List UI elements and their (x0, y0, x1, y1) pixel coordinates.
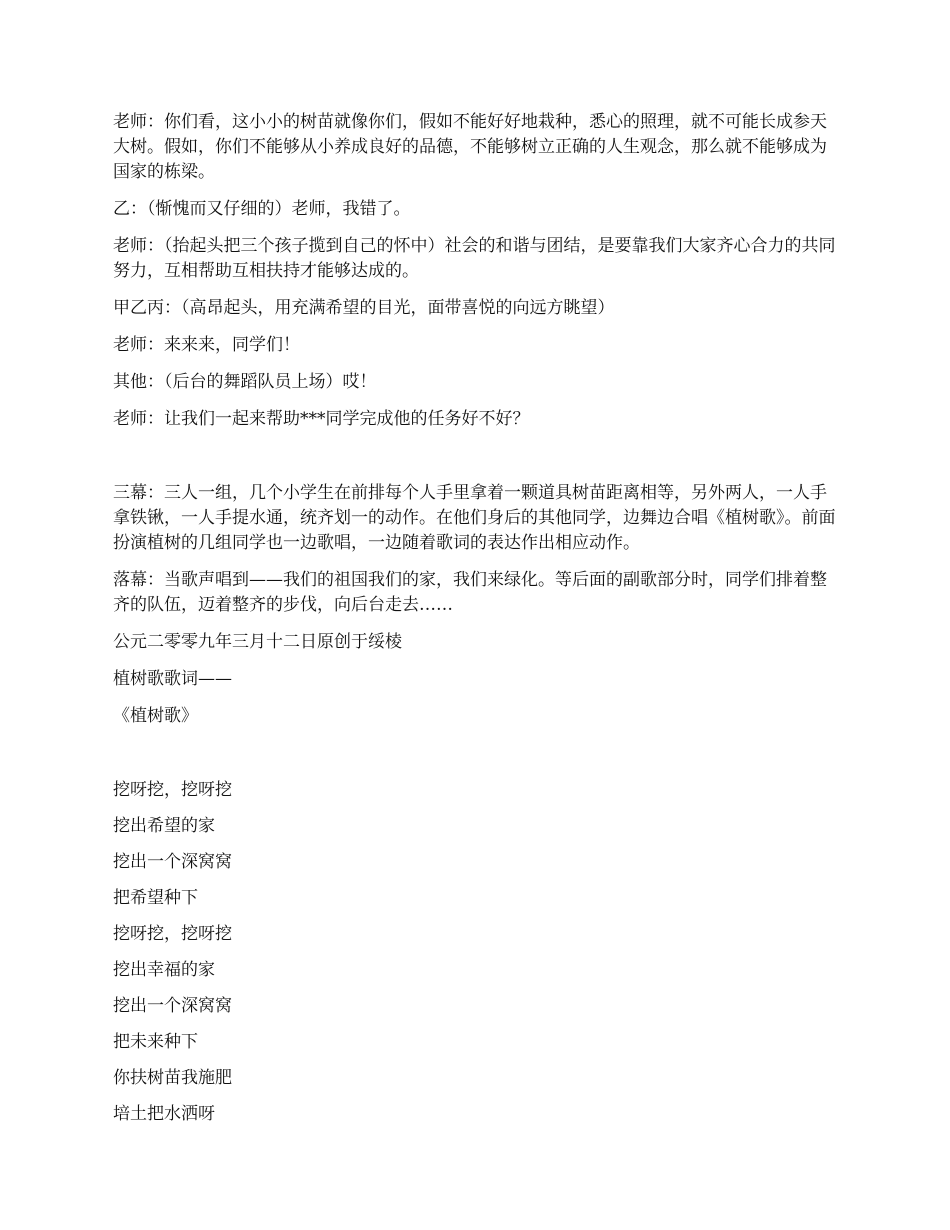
lyric-line: 挖出希望的家 (113, 816, 215, 836)
paragraph-lyrics-heading: 植树歌歌词—— (113, 669, 232, 689)
paragraph-teacher-call: 老师：来来来，同学们！ (113, 335, 300, 355)
paragraph-song-title: 《植树歌》 (113, 706, 198, 726)
paragraph-others-enter: 其他：（后台的舞蹈队员上场）哎！ (113, 372, 377, 392)
lyric-line: 挖呀挖，挖呀挖 (113, 780, 232, 800)
lyric-line: 挖出幸福的家 (113, 960, 215, 980)
paragraph-date-origin: 公元二零零九年三月十二日原创于绥棱 (113, 632, 402, 652)
paragraph-students-gaze: 甲乙丙：（高昂起头，用充满希望的目光，面带喜悦的向远方眺望） (113, 298, 615, 318)
lyric-line: 挖呀挖，挖呀挖 (113, 924, 232, 944)
lyric-line: 培土把水洒呀 (113, 1104, 215, 1124)
lyric-line: 你扶树苗我施肥 (113, 1068, 232, 1088)
lyric-line: 把未来种下 (113, 1032, 198, 1052)
paragraph-student-yi: 乙：（惭愧而又仔细的）老师，我错了。 (113, 199, 411, 219)
paragraph-teacher-embrace: 老师：（抬起头把三个孩子揽到自己的怀中）社会的和谐与团结，是要靠我们大家齐心合力的共同努力，互相帮助互相扶持才能够达成的。 (113, 236, 836, 281)
lyric-line: 挖出一个深窝窝 (113, 996, 232, 1016)
paragraph-teacher-question: 老师：让我们一起来帮助***同学完成他的任务好不好？ (113, 409, 530, 429)
lyrics-list (113, 778, 841, 1127)
paragraph-act-three: 三幕：三人一组，几个小学生在前排每个人手里拿着一颗道具树苗距离相等，另外两人，一人手拿铁锹，一人手提水通，统齐划一的动作。在他们身后的其他同学，边舞边合唱《植树歌》。前面扮演植树的几组同学也一边歌唱，一边随着歌词的表达作出相应动作。 (113, 483, 836, 553)
lyric-line: 把希望种下 (113, 888, 198, 908)
paragraph-curtain: 落幕：当歌声唱到——我们的祖国我们的家，我们来绿化。等后面的副歌部分时，同学们排着整齐的队伍，迈着整齐的步伐，向后台走去…… (113, 570, 827, 615)
paragraph-teacher-speech: 老师：你们看，这小小的树苗就像你们，假如不能好好地栽种，悉心的照理，就不可能长成参天大树。假如，你们不能够从小养成良好的品德，不能够树立正确的人生观念，那么就不能够成为国家的栋梁。 (113, 112, 827, 182)
document-page (113, 110, 841, 1127)
lyric-line: 挖出一个深窝窝 (113, 852, 232, 872)
